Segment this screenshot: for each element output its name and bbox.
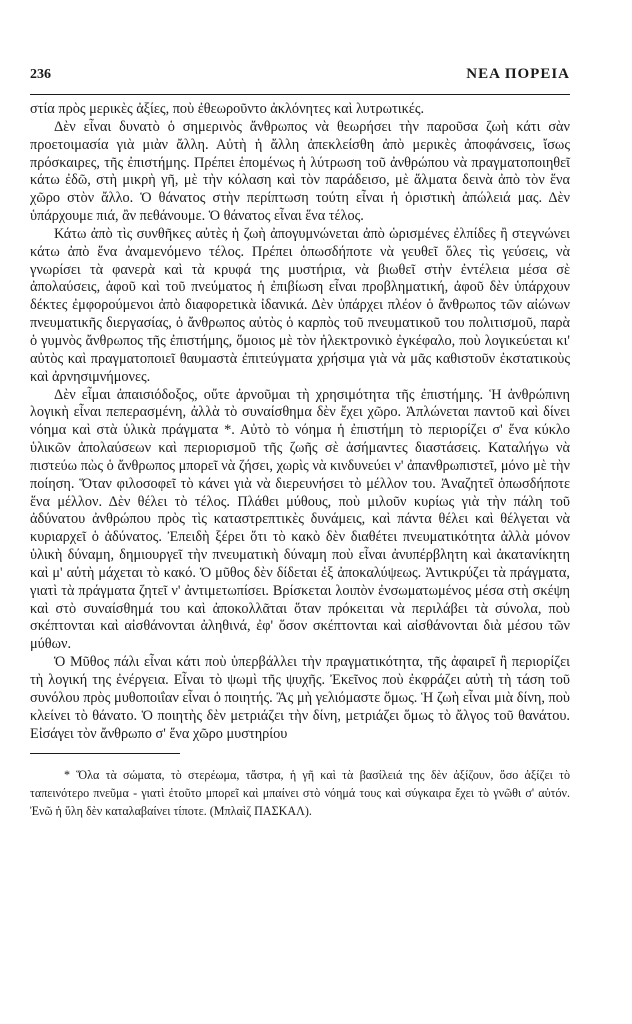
body-text xyxy=(30,101,570,743)
book-page xyxy=(30,66,570,832)
page-number: 236 xyxy=(30,67,51,82)
page-header xyxy=(30,66,570,88)
paragraph-continuation: στία πρὸς μερικὲς ἀξίες, ποὺ ἐθεωροῦντο ἀκλόνητες καὶ λυτρωτικές. xyxy=(30,101,425,117)
paragraph: Ὁ Μῦθος πάλι εἶναι κάτι ποὺ ὑπερβάλλει τὴν πραγματικότητα, τῆς ἀφαιρεῖ ἢ περιορίζει τὴ λογική της ἐνέργεια. Εἶναι τὸ ψωμὶ τῆς ψυχῆς. Ἐκεῖνος ποὺ ἐκφράζει αὐτὴ τὴ τάση τοῦ συνόλου πρὸς μυθοποιΐαν εἶναι ὁ ποιητής. Ἂς μὴ γελιόμαστε ὅμως. Ἡ ζωὴ εἶναι μιὰ δίνη, ποὺ κλείνει τὸ θάνατο. Ὁ ποιητὴς δὲν μετριάζει τὴν δίνη, μετριάζει ὅμως τὸ ἄλγος τοῦ θανάτου. Εἰσάγει τὸν ἄνθρωπο σ' ἕνα χῶρο μυστηρίου xyxy=(30,654,570,742)
running-title: ΝΕΑ ΠΟΡΕΙΑ xyxy=(466,66,570,82)
footnote-rule xyxy=(30,753,180,754)
header-rule xyxy=(30,94,570,95)
footnote: * Ὅλα τὰ σώματα, τὸ στερέωμα, τἄστρα, ἡ γῆ καὶ τὰ βασίλειά της δὲν ἀξίζουν, ὅσο ἀξίζει τὸ ταπεινότερο πνεῦμα - γιατὶ ἐτοῦτο μπορεῖ καὶ μπαίνει στὸ νόημά τους καὶ σύγκαιρα ἔχει τὸ γνῶθι σ' αὐτόν. Ἐνῶ ἡ ὕλη δὲν καταλαβαίνει τίποτε. (Μπλαὶζ ΠΑΣΚΑΛ). xyxy=(30,768,570,819)
paragraph: Δὲν εἶναι δυνατὸ ὁ σημερινὸς ἄνθρωπος νὰ θεωρήσει τὴν παροῦσα ζωὴ κάτι σὰν προετοιμασία γιὰ μιὰν ἄλλη. Αὐτὴ ἡ ἄλλη ἀπεκλείσθη ἀπὸ μερικὲς ἀποφάνσεις, ἴσως πρόσκαιρες, τῆς ἐπιστήμης. Πρέπει ἑπομένως ἡ λύτρωση τοῦ ἀνθρώπου νὰ πραγματοποιηθεῖ κάτω ἐδῶ, στὴ μικρὴ γῆ, μὲ τὴν κόλαση καὶ τὸν παράδεισο, μὲ ἅλματα δεινὰ ἀπὸ τὸν ἕνα χῶρο στὸν ἄλλο. Ὁ θάνατος στὴν περίπτωση τούτη εἶναι ἡ ὁριστικὴ ἀπώλειά μας. Δὲν ὑπάρχουμε πιά, ἂν πεθάνουμε. Ὁ θάνατος εἶναι ἕνα τέλος. xyxy=(30,118,570,225)
paragraph: Κάτω ἀπὸ τὶς συνθῆκες αὐτὲς ἡ ζωὴ ἀπογυμνώνεται ἀπὸ ὡρισμένες ἐλπίδες ἢ στεγνώνει κάτω ἀπὸ ἕνα ἀναμενόμενο τέλος. Πρέπει ὁπωσδήποτε νὰ γευθεῖ ὅλες τὶς γεύσεις, νὰ γνωρίσει τὰ φανερὰ καὶ τὰ κρυφά της μυστήρια, νὰ βιωθεῖ στὴν ἐντέλεια μέσα σὲ ἀπολαύσεις, ἀφοῦ καὶ τοῦ πνεύματος ἡ ἐπιβίωση εἶναι προβληματική, ἀφοῦ δὲν ὑπάρχουν δέκτες ἐμφορούμενοι ἀπὸ διαφορετικὰ ἰδανικά. Δὲν ὑπάρχει πλέον ὁ ἄνθρωπος τῶν αἰώνων πνευματικῆς διεργασίας, ὁ ἄνθρωπος αὐτὸς ὁ καρπὸς τοῦ πνευματικοῦ του πολιτισμοῦ, παρὰ ὁ γυμνὸς ἄνθρωπος τῆς ἐπιστήμης, ὅμοιος μὲ τὸν ἠλεκτρονικὸ ἐγκέφαλο, ποὺ λογικεύεται κι' αὐτὸς καὶ πραγματοποιεῖ θαυμαστὰ ἐπιτεύγματα χρήσιμα γιὰ νὰ μᾶς καθιστοῦν ἐκστατικοὺς καὶ ἀρνησιμνήμονες. xyxy=(30,225,570,385)
paragraph: Δὲν εἶμαι ἀπαισιόδοξος, οὔτε ἀρνοῦμαι τὴ χρησιμότητα τῆς ἐπιστήμης. Ἡ ἀνθρώπινη λογικὴ εἶναι πεπερασμένη, ἀλλὰ τὸ συναίσθημα δὲν ἔχει χῶρο. Ἁπλώνεται παντοῦ καὶ δίνει νόημα καὶ στὰ ὑλικὰ πράγματα *. Αὐτὸ τὸ νόημα ἡ ἐπιστήμη τὸ περιορίζει σ' ἕνα κύκλο ὑλικῶν ἀπολαύσεων καὶ περιορισμοῦ τῆς ζωῆς σὲ ἀσήμαντες διαστάσεις. Καταλήγω νὰ πιστεύω πὼς ὁ ἄνθρωπος μπορεῖ νὰ ζήσει, χωρὶς νὰ κινδυνεύει ν' ἀπανθρωπιστεῖ, μόνο μὲ τὴν ποίηση. Ὅταν φιλοσοφεῖ τὸ κάνει γιὰ νὰ διερευνήσει τὸ μέλλον του. Ἀναζητεῖ ὁπωσδήποτε ἕνα μέλλον. Δὲν θέλει τὸ τέλος. Πλάθει μύθους, ποὺ μιλοῦν κυρίως γιὰ τὴν πάλη τοῦ ἀδύνατου ἀνθρώπου πρὸς τὶς καταστρεπτικὲς δυνάμεις, καὶ πάντα θέλει καὶ θέλγεται νὰ κυριαρχεῖ ὁ ἀδύνατος. Ἐπειδὴ ξέρει ὅτι τὸ κακὸ δὲν διαθέτει πνευματικότητα ἀλλὰ μόνον ὑλικὴ δύναμη, δημιουργεῖ τὴν πνευματικὴ δύναμη ποὺ εἶναι ἀνυπέρβλητη καὶ ἀκατανίκητη καὶ μ' αὐτὴ μάχεται τὸ κακό. Ὁ μῦθος δὲν δίδεται ἐξ ἀποκαλύψεως. Ἀντικρύζει τὰ πράγματα, γιατὶ τὰ πράγματα ζητεῖ ν' ἀντιμετωπίσει. Βρίσκεται λοιπὸν ἐνσωματωμένος μέσα στὴ σκέψη καὶ στὸ συναίσθημά του καὶ ἀποκολλᾶται ὅταν πρόκειται νὰ περιλάβει τὰ σύνολα, ποὺ σκέπτονται καὶ αἰσθάνονται ἀληθινά, ἐφ' ὅσον σκέπτονται καὶ αἰσθάνονται διὰ μέσου τῶν μύθων. xyxy=(30,386,570,653)
